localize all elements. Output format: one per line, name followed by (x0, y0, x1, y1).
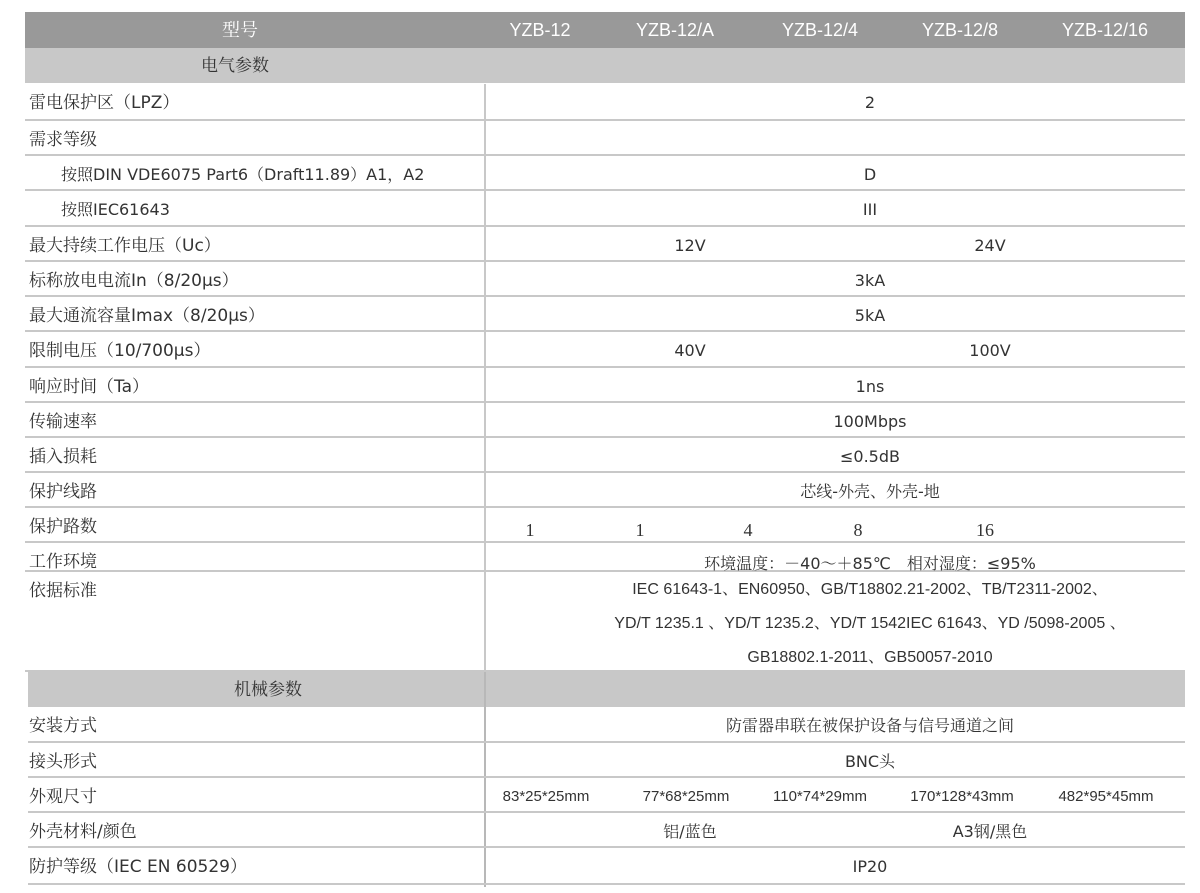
row-label: 外观尺寸 (29, 787, 97, 807)
row-label: 最大持续工作电压（Uc） (29, 236, 221, 256)
table-row (25, 121, 1185, 156)
row-label: 按照IEC61643 (61, 200, 170, 219)
table-row (25, 227, 1185, 262)
row-value: 1 (635, 520, 645, 540)
row-value: 482*95*45mm (1058, 788, 1154, 805)
row-value: 12V (674, 236, 706, 255)
section-title: 机械参数 (234, 680, 302, 700)
row-value: 5kA (854, 306, 886, 325)
row-label: 工作环境 (29, 552, 97, 572)
row-value: A3钢/黑色 (952, 822, 1028, 841)
row-value: IP20 (852, 857, 888, 876)
row-value: 环境温度：－40～＋85℃ 相对湿度：≤95% (704, 554, 1036, 573)
table-row (28, 848, 1185, 885)
table-row (25, 572, 1185, 672)
row-value: 芯线-外壳、外壳-地 (800, 482, 940, 501)
table-row (25, 84, 1185, 121)
row-value: 110*74*29mm (773, 788, 867, 805)
row-value: 防雷器串联在被保护设备与信号通道之间 (725, 716, 1015, 735)
row-label: 传输速率 (29, 412, 97, 432)
table-header (25, 12, 1185, 48)
row-label: 安装方式 (29, 716, 97, 736)
row-value: 1ns (855, 377, 885, 396)
table-row (25, 368, 1185, 403)
table-row (28, 813, 1185, 848)
table-row (25, 403, 1185, 438)
row-value: 1 (525, 520, 535, 540)
row-value: YD/T 1235.1 、YD/T 1235.2、YD/T 1542IEC 61643、YD /5098-2005 、 (614, 615, 1126, 632)
row-value: 83*25*25mm (502, 788, 590, 805)
row-label: 按照DIN VDE6075 Part6（Draft11.89）A1，A2 (61, 165, 425, 184)
row-label: 防护等级（IEC EN 60529） (29, 857, 247, 877)
row-value: 3kA (854, 271, 886, 290)
table-row (25, 156, 1185, 191)
row-label: 最大通流容量Imax（8/20µs） (29, 306, 265, 326)
row-value: 铝/蓝色 (663, 822, 717, 841)
table-row (25, 438, 1185, 473)
row-value: D (863, 165, 877, 184)
row-label: 保护路数 (29, 517, 97, 537)
table-row (25, 508, 1185, 543)
row-value: 4 (743, 520, 753, 540)
table-row (25, 473, 1185, 508)
row-value: IEC 61643-1、EN60950、GB/T18802.21-2002、TB/T2311-2002、 (632, 581, 1108, 598)
row-value: 100V (969, 341, 1011, 360)
header-model: YZB-12/4 (781, 20, 859, 40)
table-row (25, 332, 1185, 368)
row-value: III (862, 200, 878, 219)
row-value: 24V (974, 236, 1006, 255)
table-row (28, 707, 1185, 743)
row-label: 需求等级 (29, 130, 97, 150)
row-label: 限制电压（10/700µs） (29, 341, 211, 361)
row-label: 外壳材料/颜色 (29, 822, 137, 842)
row-value: 100Mbps (833, 412, 907, 431)
header-model-label: 型号 (222, 20, 258, 40)
header-model: YZB-12/16 (1061, 20, 1149, 40)
table-row (25, 297, 1185, 332)
row-label: 插入损耗 (29, 447, 97, 467)
row-value: ≤0.5dB (840, 447, 900, 466)
header-model: YZB-12/A (635, 20, 715, 40)
row-label: 依据标准 (29, 581, 97, 601)
table-row (25, 262, 1185, 297)
row-value: GB18802.1-2011、GB50057-2010 (747, 649, 993, 666)
row-value: BNC头 (844, 752, 896, 771)
table-row (28, 743, 1185, 778)
row-label: 标称放电电流In（8/20µs） (29, 271, 239, 291)
header-model: YZB-12 (509, 20, 571, 40)
row-value: 170*128*43mm (910, 788, 1014, 805)
row-value: 2 (864, 93, 876, 112)
table-row (25, 191, 1185, 227)
row-value: 16 (976, 520, 994, 540)
row-value: 40V (674, 341, 706, 360)
row-label: 保护线路 (29, 482, 97, 502)
section-electrical (25, 48, 1185, 83)
section-mechanical (28, 672, 1185, 707)
row-label: 响应时间（Ta） (29, 377, 149, 397)
row-value: 8 (853, 520, 863, 540)
row-value: 77*68*25mm (642, 788, 730, 805)
table-row (28, 778, 1185, 813)
header-model: YZB-12/8 (921, 20, 999, 40)
section-title: 电气参数 (201, 56, 269, 76)
row-label: 雷电保护区（LPZ） (29, 93, 180, 113)
row-label: 接头形式 (29, 752, 97, 772)
table-row (25, 543, 1185, 572)
